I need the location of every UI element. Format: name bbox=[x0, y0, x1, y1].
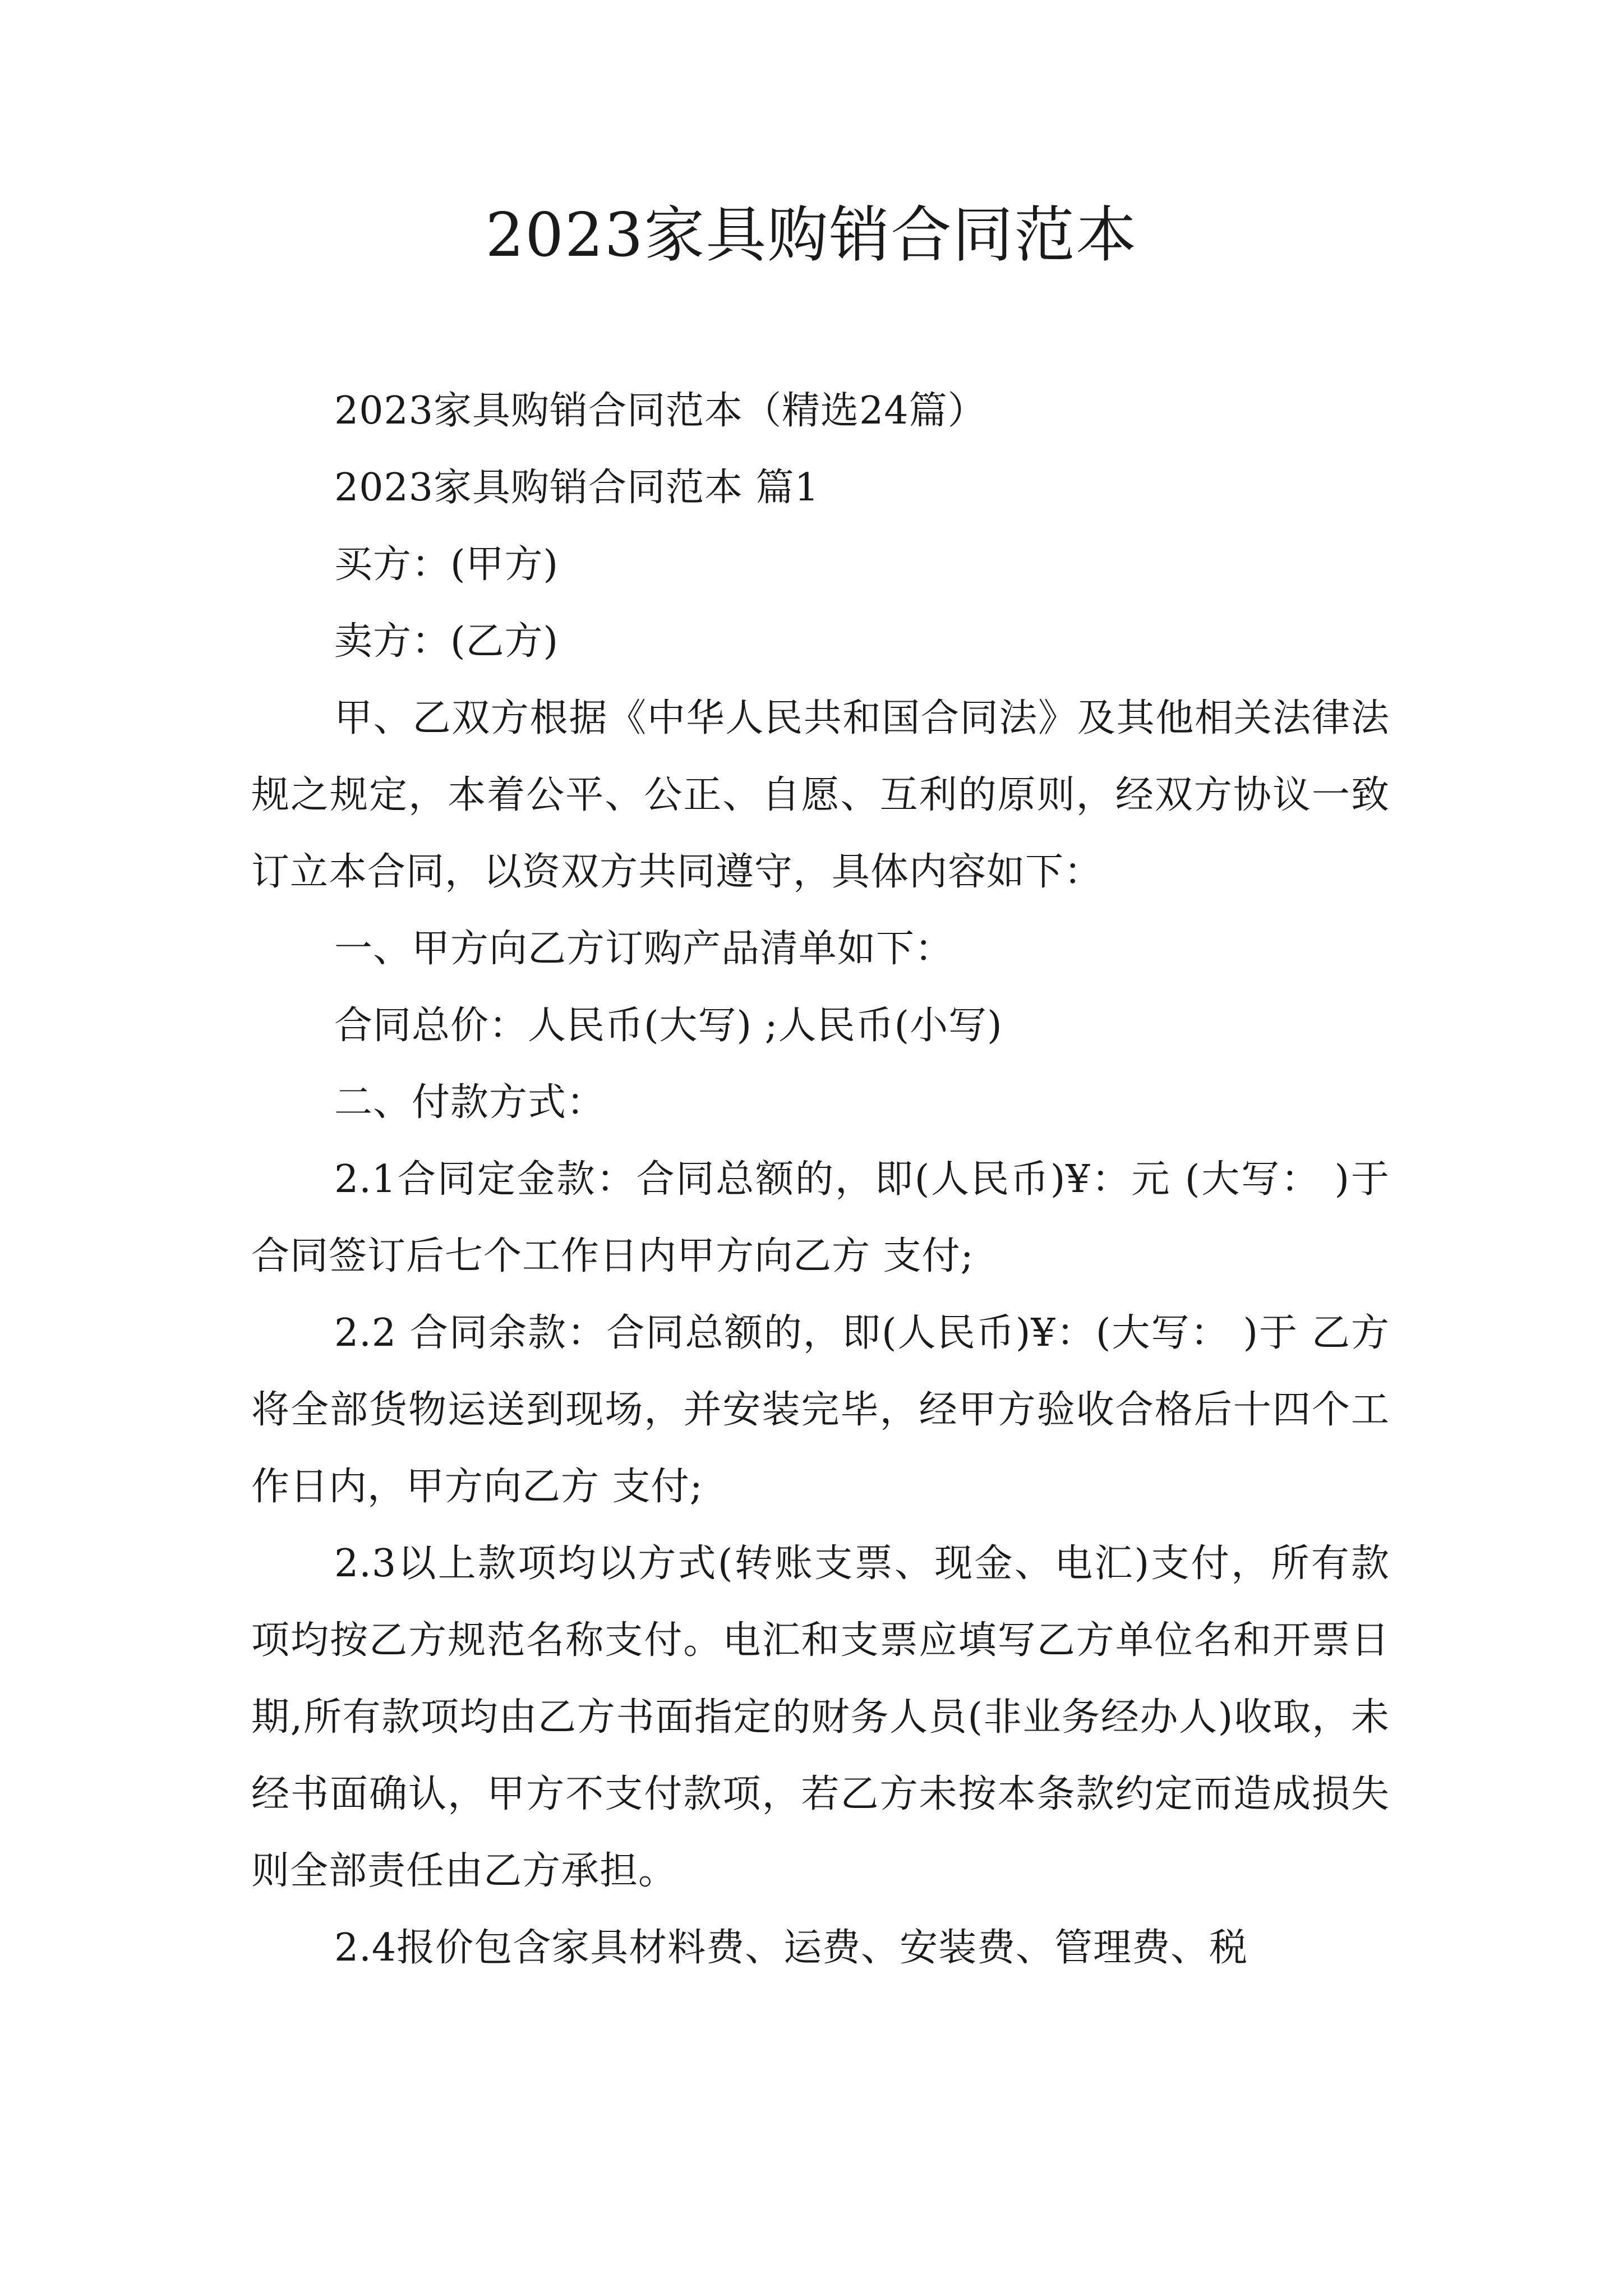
paragraph-clause-2-2: 2.2 合同余款：合同总额的，即(人民币)¥：(大写： )于 乙方将全部货物运送到现场，并安装完毕，经甲方验收合格后十四个工作日内，甲方向乙方 支付; bbox=[251, 1311, 1390, 1509]
paragraph-clause-2-3: 2.3以上款项均以方式(转账支票、现金、电汇)支付，所有款项均按乙方规范名称支付。电汇和支票应填写乙方单位名和开票日期,所有款项均由乙方书面指定的财务人员(非业务经办人)收取，未经书面确认，甲方不支付款项，若乙方未按本条款约定而造成损失则全部责任由乙方承担。 bbox=[251, 1542, 1390, 1893]
paragraph-preamble: 甲、乙双方根据《中华人民共和国合同法》及其他相关法律法规之规定，本着公平、公正、自愿、互利的原则，经双方协议一致订立本合同，以资双方共同遵守，具体内容如下： bbox=[251, 696, 1390, 894]
document-title: 2023家具购销合同范本 bbox=[485, 200, 1138, 270]
paragraph-clause-2-1: 2.1合同定金款：合同总额的，即(人民币)¥：元 (大写： )于 合同签订后七个工作日内甲方向乙方 支付; bbox=[251, 1157, 1390, 1278]
paragraph-section-heading: 2023家具购销合同范本 篇1 bbox=[334, 466, 819, 510]
paragraph-subtitle: 2023家具购销合同范本（精选24篇） bbox=[334, 389, 986, 433]
paragraph-clause-2: 二、付款方式： bbox=[334, 1080, 606, 1125]
paragraph-buyer: 买方：(甲方) bbox=[334, 542, 559, 587]
paragraph-total-price: 合同总价：人民币(大写) ;人民币(小写) bbox=[334, 1004, 1003, 1048]
paragraph-clause-1: 一、甲方向乙方订购产品清单如下： bbox=[334, 927, 954, 971]
paragraph-clause-2-4: 2.4报价包含家具材料费、运费、安装费、管理费、税 bbox=[334, 1926, 1248, 1970]
paragraph-seller: 卖方：(乙方) bbox=[334, 619, 559, 664]
document-body bbox=[251, 372, 1390, 1986]
